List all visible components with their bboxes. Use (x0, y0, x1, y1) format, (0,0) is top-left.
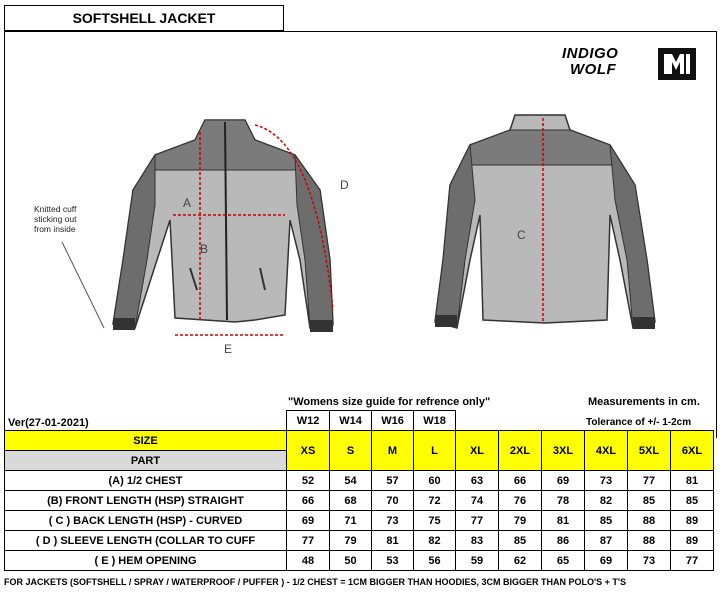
cuff-callout: Knitted cuff sticking out from inside (34, 204, 77, 234)
value-cell: 86 (542, 531, 585, 551)
value-cell: 82 (414, 531, 456, 551)
women-size-cell: W16 (372, 411, 414, 431)
logo-line1: INDIGO (562, 45, 619, 62)
table-row (5, 531, 714, 551)
part-label: (A) 1/2 CHEST (5, 471, 287, 491)
value-cell: 68 (330, 491, 372, 511)
value-cell: 56 (414, 551, 456, 571)
value-cell: 73 (372, 511, 414, 531)
size-cell: L (414, 431, 456, 471)
label-e: E (224, 342, 233, 356)
value-cell: 77 (456, 511, 499, 531)
value-cell: 79 (330, 531, 372, 551)
value-cell: 69 (287, 511, 330, 531)
value-cell: 85 (671, 491, 714, 511)
part-label: ( E ) HEM OPENING (5, 551, 287, 571)
part-label: (B) FRONT LENGTH (HSP) STRAIGHT (5, 491, 287, 511)
part-header: PART (5, 451, 287, 471)
table-row (5, 471, 714, 491)
value-cell: 65 (542, 551, 585, 571)
value-cell: 78 (542, 491, 585, 511)
table-row (5, 511, 714, 531)
value-cell: 60 (414, 471, 456, 491)
size-cell: S (330, 431, 372, 471)
logo-line2: WOLF (570, 61, 617, 78)
value-cell: 66 (499, 471, 542, 491)
value-cell: 77 (287, 531, 330, 551)
value-cell: 54 (330, 471, 372, 491)
size-cell: 4XL (585, 431, 628, 471)
value-cell: 62 (499, 551, 542, 571)
women-size-note: "Womens size guide for refrence only" (288, 396, 491, 408)
table-row (5, 491, 714, 511)
value-cell: 89 (671, 511, 714, 531)
size-cell: 6XL (671, 431, 714, 471)
value-cell: 79 (499, 511, 542, 531)
table-row (5, 551, 714, 571)
value-cell: 81 (542, 511, 585, 531)
value-cell: 77 (671, 551, 714, 571)
women-size-row (5, 411, 714, 431)
women-size-cell: W12 (287, 411, 330, 431)
value-cell: 69 (585, 551, 628, 571)
value-cell: 89 (671, 531, 714, 551)
value-cell: 74 (456, 491, 499, 511)
size-header-row (5, 431, 714, 451)
value-cell: 71 (330, 511, 372, 531)
value-cell: 63 (456, 471, 499, 491)
jacket-back-illustration (415, 110, 675, 340)
value-cell: 88 (628, 511, 671, 531)
value-cell: 73 (585, 471, 628, 491)
part-label: ( D ) SLEEVE LENGTH (COLLAR TO CUFF (5, 531, 287, 551)
size-cell: 5XL (628, 431, 671, 471)
women-size-cell: W18 (414, 411, 456, 431)
value-cell: 81 (671, 471, 714, 491)
label-b: B (200, 242, 209, 256)
value-cell: 69 (542, 471, 585, 491)
value-cell: 77 (628, 471, 671, 491)
page-title: SOFTSHELL JACKET (4, 5, 284, 31)
value-cell: 81 (372, 531, 414, 551)
value-cell: 59 (456, 551, 499, 571)
callout-line (60, 240, 110, 335)
value-cell: 72 (414, 491, 456, 511)
value-cell: 52 (287, 471, 330, 491)
value-cell: 87 (585, 531, 628, 551)
size-cell: M (372, 431, 414, 471)
size-cell: 3XL (542, 431, 585, 471)
value-cell: 53 (372, 551, 414, 571)
size-cell: 2XL (499, 431, 542, 471)
value-cell: 82 (585, 491, 628, 511)
value-cell: 83 (456, 531, 499, 551)
value-cell: 85 (628, 491, 671, 511)
measurements-note: Measurements in cm. (588, 396, 700, 408)
tolerance-note: Tolerance of +/- 1-2cm (586, 417, 692, 428)
value-cell: 48 (287, 551, 330, 571)
value-cell: 70 (372, 491, 414, 511)
value-cell: 85 (585, 511, 628, 531)
value-cell: 50 (330, 551, 372, 571)
value-cell: 66 (287, 491, 330, 511)
version-label: Ver(27-01-2021) (8, 417, 89, 429)
value-cell: 85 (499, 531, 542, 551)
jacket-front-illustration (95, 110, 365, 350)
women-size-cell: W14 (330, 411, 372, 431)
value-cell: 75 (414, 511, 456, 531)
label-a: A (183, 196, 192, 210)
size-cell: XS (287, 431, 330, 471)
footer-note: FOR JACKETS (SOFTSHELL / SPRAY / WATERPROOF / PUFFER ) - 1/2 CHEST = 1CM BIGGER THAN HOODIES, 3CM BIGGER THAN POLO'S + T'S (4, 577, 627, 587)
label-c: C (517, 228, 526, 242)
wolf-mark-icon (658, 48, 696, 80)
part-label: ( C ) BACK LENGTH (HSP) - CURVED (5, 511, 287, 531)
value-cell: 73 (628, 551, 671, 571)
size-cell: XL (456, 431, 499, 471)
label-d: D (340, 178, 349, 192)
indigo-wolf-logo (562, 42, 702, 82)
value-cell: 88 (628, 531, 671, 551)
value-cell: 76 (499, 491, 542, 511)
size-table (4, 410, 714, 571)
value-cell: 57 (372, 471, 414, 491)
size-header: SIZE (5, 431, 287, 451)
